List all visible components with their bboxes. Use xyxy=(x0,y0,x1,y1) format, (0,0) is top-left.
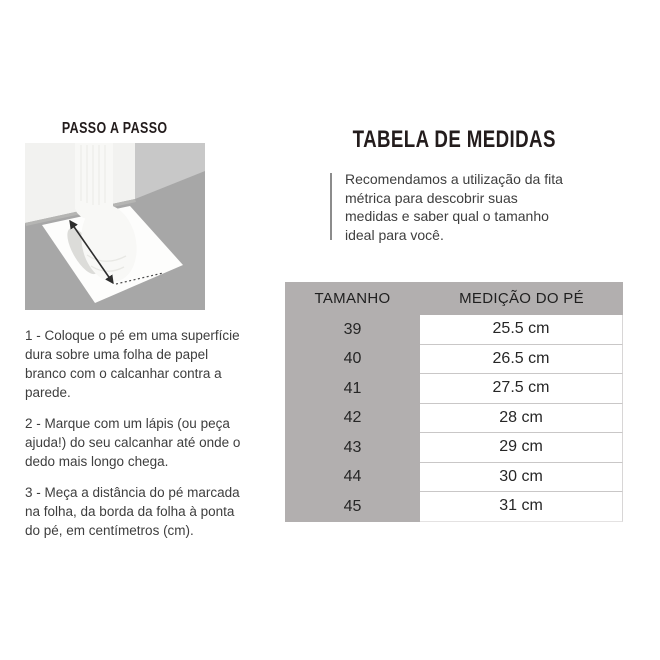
measure-cell: 30 cm xyxy=(420,463,623,493)
foot-measurement-photo xyxy=(25,143,205,310)
measure-cell: 27.5 cm xyxy=(420,374,623,404)
tabela-de-medidas-heading-text: TABELA DE MEDIDAS xyxy=(352,126,556,153)
size-cell: 39 xyxy=(285,315,420,345)
measure-cell: 29 cm xyxy=(420,433,623,463)
size-cell: 44 xyxy=(285,463,420,493)
measurement-steps xyxy=(25,326,249,552)
passo-a-passo-heading-text: PASSO A PASSO xyxy=(62,120,168,137)
step-2: 2 - Marque com um lápis (ou peça ajuda!) do seu calcanhar até onde o dedo mais longo chega. xyxy=(25,416,241,469)
intro-text: Recomendamos a utilização da fita métrica para descobrir suas medidas e saber qual o tamanho ideal para você. xyxy=(345,171,563,243)
step-3: 3 - Meça a distância do pé marcada na folha, da borda da folha à ponta do pé, em centímetros (cm). xyxy=(25,485,240,538)
size-cell: 45 xyxy=(285,492,420,522)
size-cell: 41 xyxy=(285,374,420,404)
measure-cell: 31 cm xyxy=(420,492,623,522)
step-1: 1 - Coloque o pé em uma superfície dura sobre uma folha de papel branco com o calcanhar contra a parede. xyxy=(25,328,240,400)
passo-a-passo-heading xyxy=(25,120,205,138)
tabela-de-medidas-heading xyxy=(285,126,623,154)
size-table-header-tamanho: TAMANHO xyxy=(285,282,420,315)
foot-measurement-illustration xyxy=(25,143,205,310)
intro-quote-bar xyxy=(330,173,332,240)
measure-cell: 25.5 cm xyxy=(420,315,623,345)
size-cell: 43 xyxy=(285,433,420,463)
size-table-header-medicao: MEDIÇÃO DO PÉ xyxy=(420,282,623,315)
size-table xyxy=(285,282,623,522)
size-cell: 42 xyxy=(285,404,420,434)
measure-cell: 28 cm xyxy=(420,404,623,434)
size-cell: 40 xyxy=(285,345,420,375)
measure-cell: 26.5 cm xyxy=(420,345,623,375)
